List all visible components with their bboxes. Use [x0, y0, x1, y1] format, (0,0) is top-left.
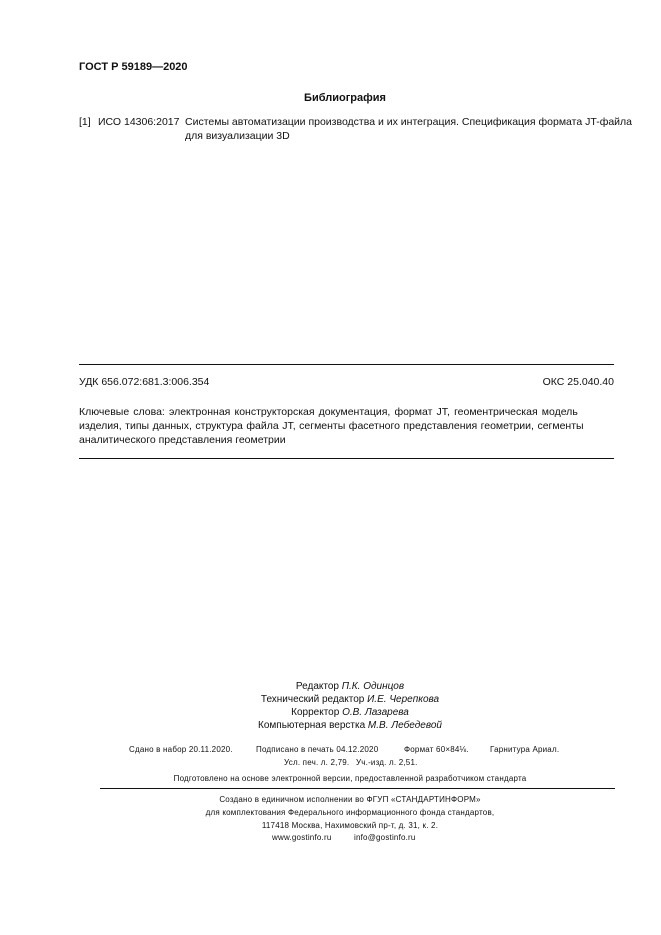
keywords-line: Ключевые слова: электронная конструкторская документация, формат JT, геоментрическая модель	[79, 406, 578, 418]
imprint-typeface: Гарнитура Ариал.	[490, 745, 560, 754]
ref-number: [1]	[79, 116, 91, 128]
imprint-format: Формат 60×84⅛.	[404, 745, 469, 754]
publisher-line: для комплектования Федерального информационного фонда стандартов,	[205, 808, 495, 817]
imprint-pub-sheets: Уч.-изд. л. 2,51.	[356, 758, 418, 767]
bibliography-title: Библиография	[304, 92, 386, 104]
keywords-line: изделия, типы данных, структура файла JT, сегменты фасетного представления геометрии, сегменты	[79, 420, 584, 432]
credits	[150, 680, 550, 732]
publisher-website[interactable]: www.gostinfo.ru	[272, 833, 332, 842]
credit-layout: Компьютерная верстка М.В. Лебедевой	[258, 720, 442, 731]
publisher-line: Создано в единичном исполнении во ФГУП «СТАНДАРТИНФОРМ»	[219, 795, 481, 804]
udk-code: УДК 656.072:681.3:006.354	[79, 376, 210, 388]
credit-editor: Редактор П.К. Одинцов	[295, 681, 405, 692]
imprint-sent: Сдано в набор 20.11.2020.	[129, 745, 233, 754]
divider	[79, 458, 614, 459]
standard-number: ГОСТ Р 59189—2020	[79, 61, 188, 73]
ref-standard: ИСО 14306:2017	[98, 116, 180, 128]
imprint-signed: Подписано в печать 04.12.2020	[256, 745, 379, 754]
ref-text-line: для визуализации 3D	[185, 130, 290, 142]
credit-tech-editor: Технический редактор И.Е. Черепкова	[260, 694, 440, 705]
divider	[79, 364, 614, 365]
imprint-print-sheets: Усл. печ. л. 2,79.	[284, 758, 350, 767]
publisher-address: 117418 Москва, Нахимовский пр-т, д. 31, к. 2.	[261, 821, 439, 830]
divider	[100, 788, 615, 789]
credit-corrector: Корректор О.В. Лазарева	[291, 707, 409, 718]
imprint-prepared: Подготовлено на основе электронной версии, предоставленной разработчиком стандарта	[173, 774, 527, 783]
oks-code: ОКС 25.040.40	[542, 376, 614, 388]
publisher-email[interactable]: info@gostinfo.ru	[354, 833, 416, 842]
ref-text-line: Системы автоматизации производства и их интеграция. Спецификация формата JT-файла	[185, 116, 633, 128]
keywords-line: аналитического представления геометрии	[79, 434, 286, 446]
